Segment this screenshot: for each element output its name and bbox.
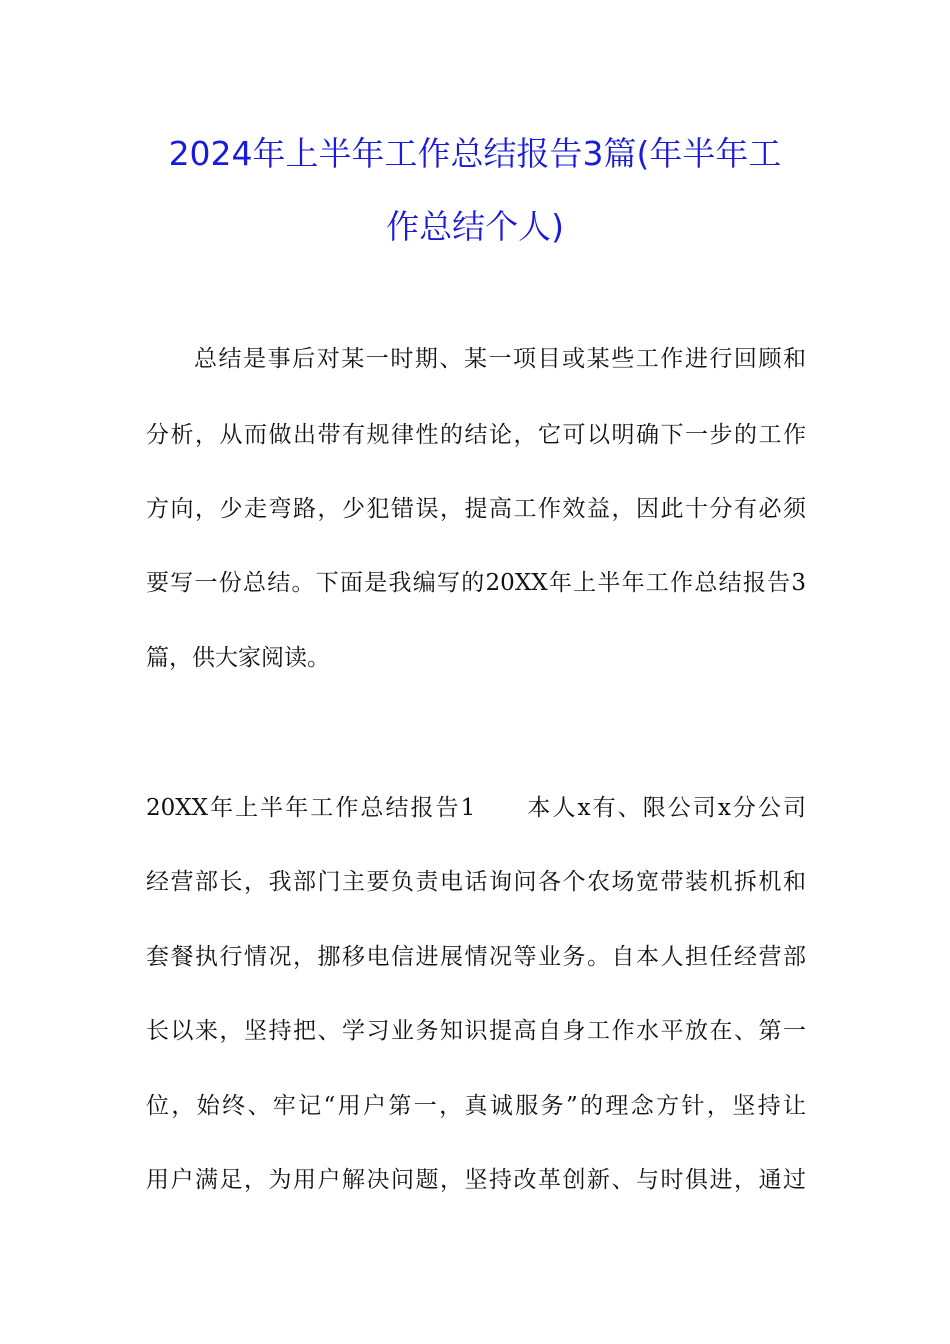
document-title-line-1: 2024年上半年工作总结报告3篇(年半年工	[168, 134, 782, 173]
report-line-5: 位，始终、牢记“用户第一，真诚服务”的理念方针，坚持让	[146, 1093, 806, 1119]
report-line-4: 长以来，坚持把、学习业务知识提高自身工作水平放在、第一	[146, 1018, 806, 1044]
intro-line-5: 篇，供大家阅读。	[146, 645, 330, 671]
intro-line-2: 分析，从而做出带有规律性的结论，它可以明确下一步的工作	[146, 422, 806, 448]
intro-line-4: 要写一份总结。下面是我编写的20XX年上半年工作总结报告3	[146, 570, 806, 596]
report-line-1: 20XX年上半年工作总结报告1 本人x有、限公司x分公司	[146, 795, 806, 821]
intro-line-1: 总结是事后对某一时期、某一项目或某些工作进行回顾和	[194, 346, 806, 372]
report-line-6: 用户满足，为用户解决问题，坚持改革创新、与时俱进，通过	[146, 1167, 806, 1193]
report-line-3: 套餐执行情况，挪移电信进展情况等业务。自本人担任经营部	[146, 944, 806, 970]
report-line-2: 经营部长，我部门主要负责电话询问各个农场宽带装机拆机和	[146, 869, 806, 895]
document-title-line-2: 作总结个人)	[386, 207, 564, 246]
intro-line-3: 方向，少走弯路，少犯错误，提高工作效益，因此十分有必须	[146, 496, 806, 522]
